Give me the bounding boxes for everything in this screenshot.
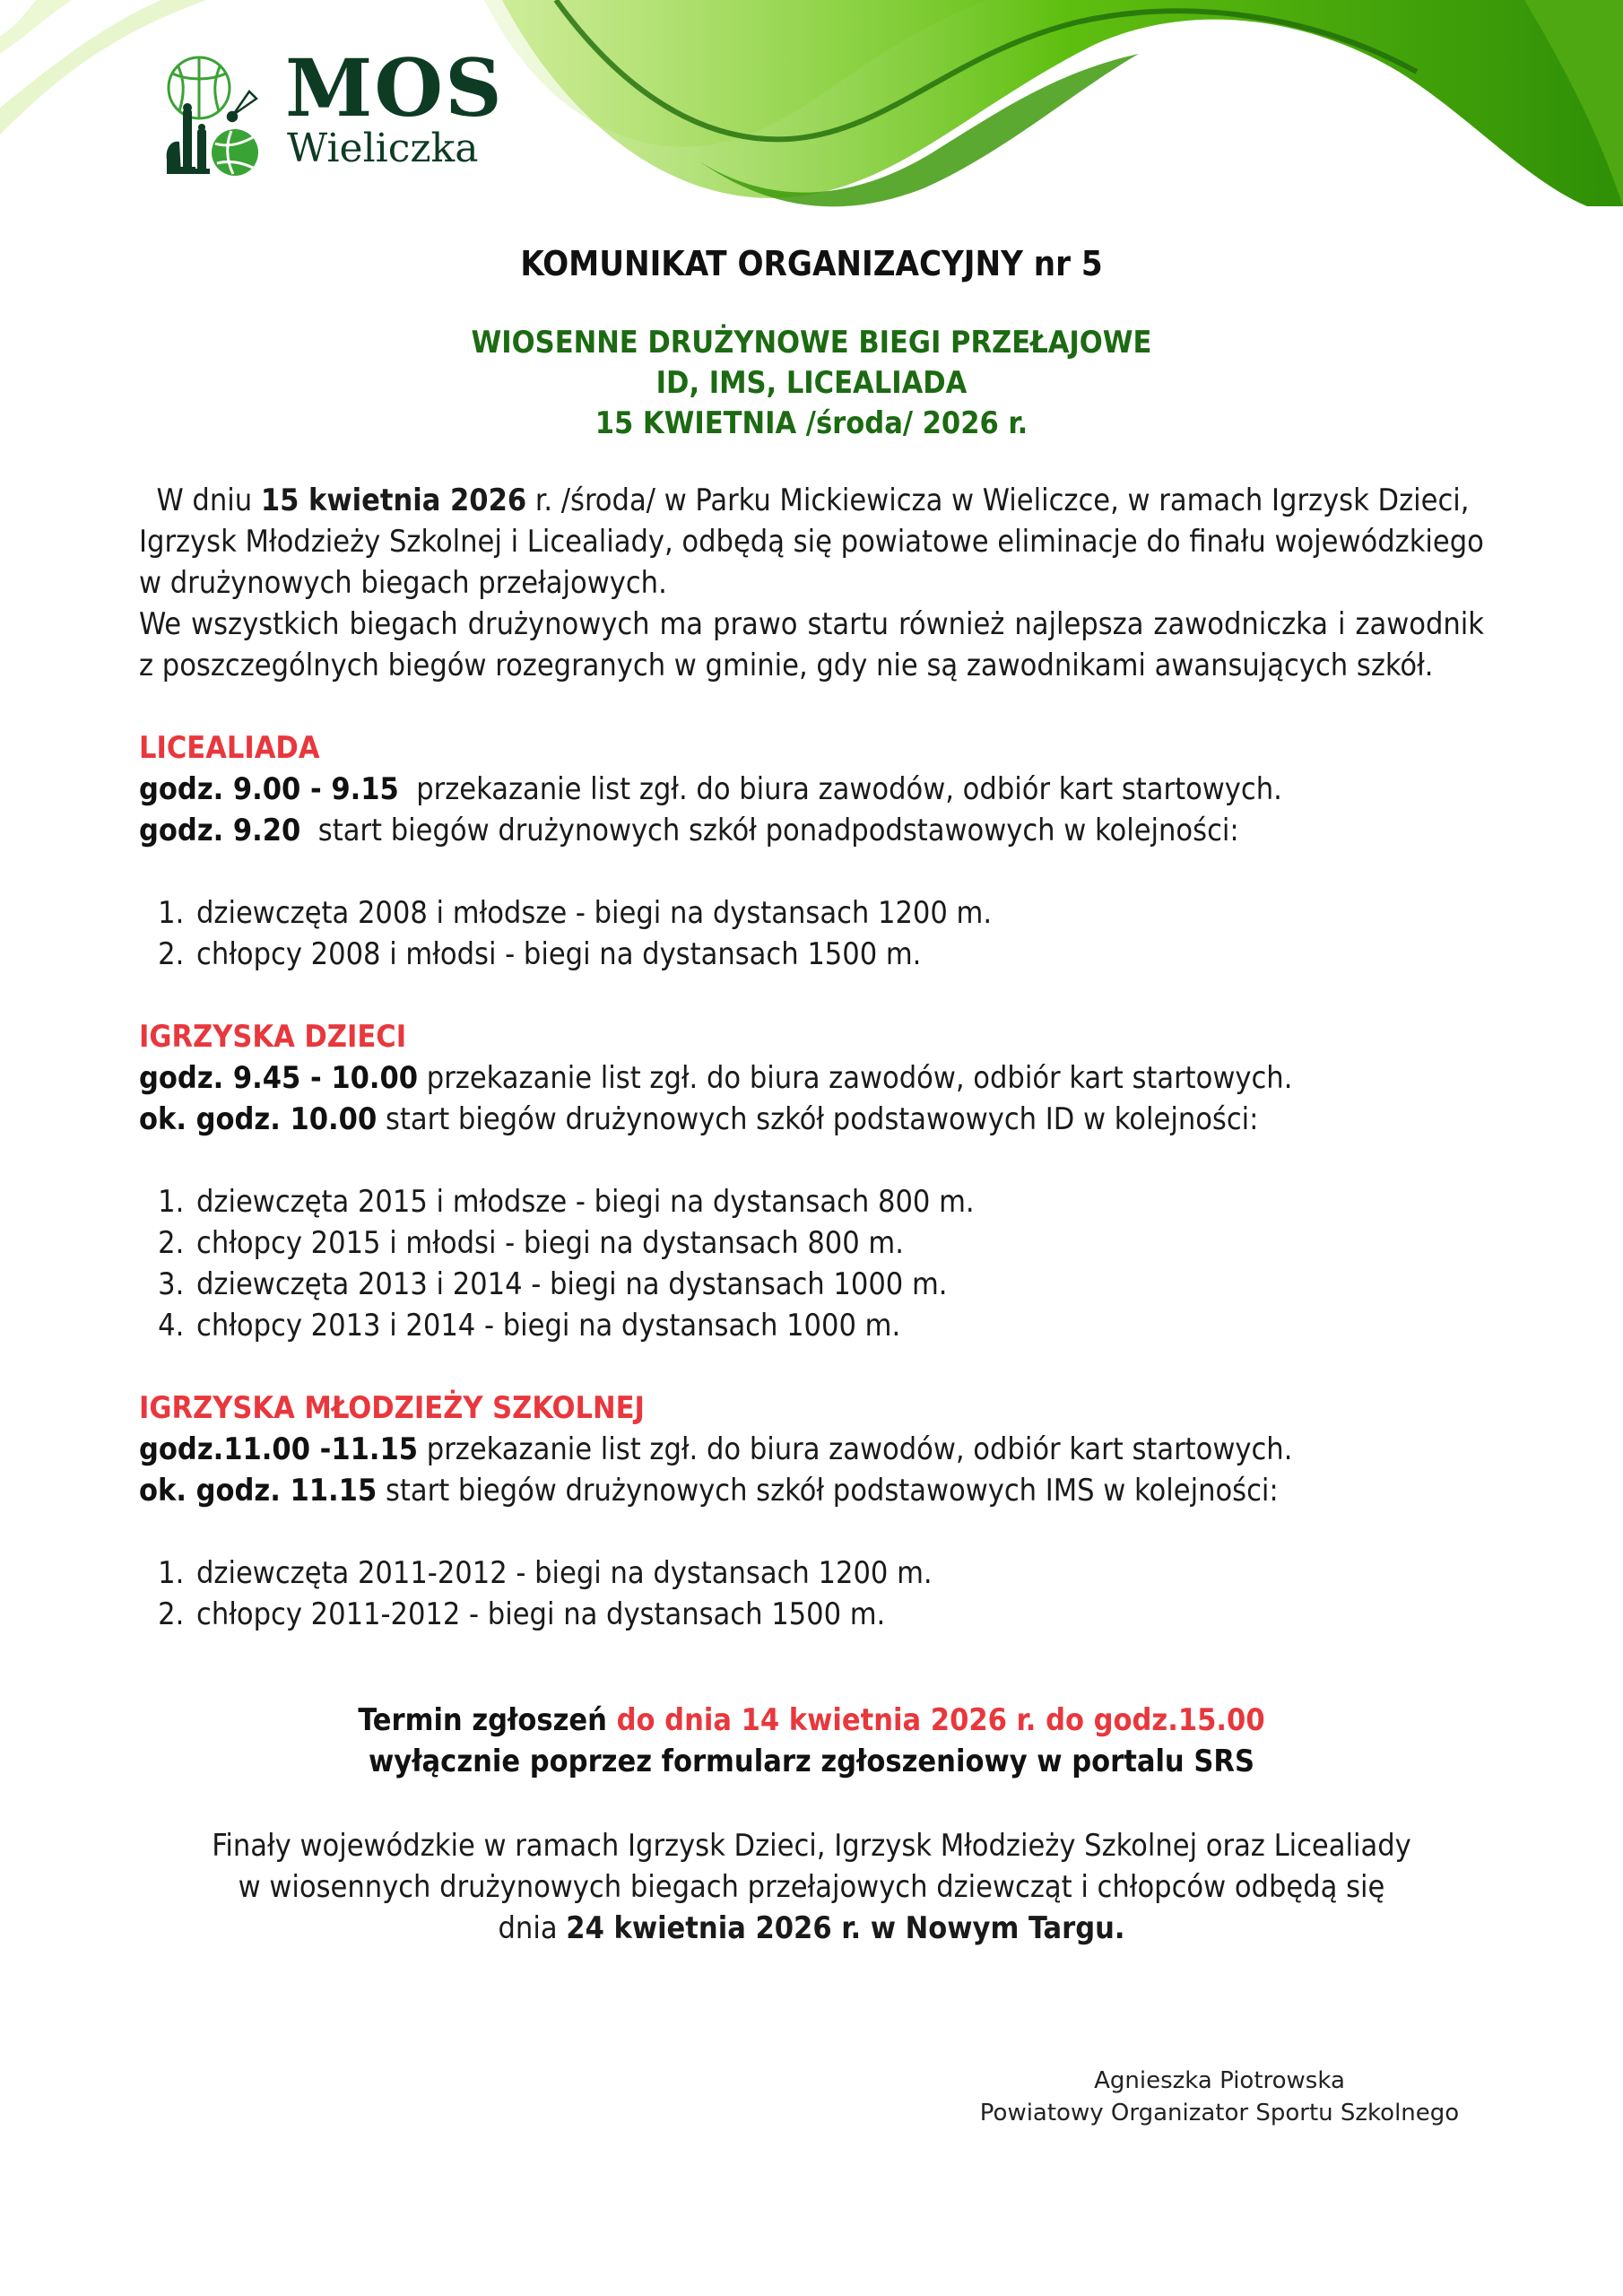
chess-pieces-icon [167, 103, 210, 174]
section-igrzyska-dzieci [139, 1016, 1484, 1346]
race-list [139, 892, 1484, 975]
list-item: 1. dziewczęta 2015 i młodsze - biegi na dystansach 800 m. [193, 1181, 1484, 1222]
list-item: 2. chłopcy 2008 i młodsi - biegi na dystansach 1500 m. [193, 934, 1484, 975]
schedule-line: godz. 9.00 - 9.15 przekazanie list zgł. do biura zawodów, odbiór kart startowych. [139, 771, 1282, 807]
time: godz.11.00 -11.15 [139, 1431, 419, 1467]
list-item: 1. dziewczęta 2008 i młodsze - biegi na dystansach 1200 m. [193, 892, 1484, 934]
intro [139, 480, 1484, 686]
shuttlecock-icon [228, 91, 256, 121]
subtitle-line: ID, IMS, LICEALIADA [655, 365, 968, 401]
schedule-line: godz.11.00 -11.15 przekazanie list zgł. do biura zawodów, odbiór kart startowych. [139, 1431, 1293, 1467]
sports-logo-icon [161, 54, 287, 179]
finals-line-1: Finały wojewódzkie w ramach Igrzysk Dzieci, Igrzysk Młodzieży Szkolnej oraz Licealiady [212, 1828, 1411, 1864]
registration-deadline [0, 1700, 1623, 1782]
schedule-line: ok. godz. 11.15 start biegów drużynowych szkół podstawowych IMS w kolejności: [139, 1473, 1279, 1509]
finals-date-place: 24 kwietnia 2026 r. w Nowym Targu. [566, 1910, 1125, 1946]
list-item: 4. chłopcy 2013 i 2014 - biegi na dystansach 1000 m. [193, 1305, 1484, 1346]
finals-info [0, 1825, 1623, 1949]
signature-name: Agnieszka Piotrowska [1094, 2067, 1345, 2094]
deadline-date: do dnia 14 kwietnia 2026 r. do godz.15.00 [616, 1702, 1265, 1738]
schedule-line: godz. 9.20 start biegów drużynowych szkół ponadpodstawowych w kolejności: [139, 813, 1239, 848]
volleyball-icon [212, 129, 258, 176]
time: ok. godz. 11.15 [139, 1473, 378, 1509]
race-list [139, 1552, 1484, 1635]
intro-paragraph-2: We wszystkich biegach drużynowych ma prawo startu również najlepsza zawodniczka i zawodnik z poszczególnych biegów rozegranych w gminie, gdy nie są zawodnikami awansujących szkół. [139, 606, 1484, 683]
section-title: IGRZYSKA DZIECI [139, 1019, 407, 1055]
finals-line-2: w wiosennych drużynowych biegach przełajowych dziewcząt i chłopców odbędą się [238, 1869, 1385, 1905]
deadline-line-1: Termin zgłoszeń do dnia 14 kwietnia 2026 r. do godz.15.00 [358, 1702, 1265, 1738]
logo [161, 41, 504, 179]
section-title: LICEALIADA [139, 730, 320, 766]
time: godz. 9.20 [139, 813, 301, 848]
list-item: 3. dziewczęta 2013 i 2014 - biegi na dystansach 1000 m. [193, 1264, 1484, 1305]
section-title: IGRZYSKA MŁODZIEŻY SZKOLNEJ [139, 1390, 645, 1426]
logo-wordmark: MOS [285, 41, 504, 135]
schedule-line: godz. 9.45 - 10.00 przekazanie list zgł. do biura zawodów, odbiór kart startowych. [139, 1060, 1293, 1096]
section-licealiada [139, 727, 1484, 975]
wave-left-light-2 [0, 0, 72, 54]
event-subtitle [0, 323, 1623, 444]
finals-line-3: dnia 24 kwietnia 2026 r. w Nowym Targu. [498, 1910, 1125, 1946]
deadline-line-2: wyłącznie poprzez formularz zgłoszeniowy w portalu SRS [369, 1744, 1254, 1779]
race-list [139, 1181, 1484, 1346]
schedule-line: ok. godz. 10.00 start biegów drużynowych szkół podstawowych ID w kolejności: [139, 1101, 1259, 1137]
event-date: 15 kwietnia 2026 [260, 483, 527, 518]
time: godz. 9.00 - 9.15 [139, 771, 399, 807]
list-item: 2. chłopcy 2011-2012 - biegi na dystansach 1500 m. [193, 1594, 1484, 1635]
document-body [139, 480, 1484, 1635]
time: ok. godz. 10.00 [139, 1101, 378, 1137]
section-igrzyska-mlodziezy [139, 1387, 1484, 1635]
document-title: KOMUNIKAT ORGANIZACYJNY nr 5 [520, 244, 1103, 283]
signature-role: Powiatowy Organizator Sportu Szkolnego [979, 2100, 1460, 2126]
subtitle-line: 15 KWIETNIA /środa/ 2026 r. [595, 405, 1028, 441]
logo-city: Wieliczka [287, 126, 479, 171]
intro-paragraph-1: W dniu 15 kwietnia 2026 r. /środa/ w Parku Mickiewicza w Wieliczce, w ramach Igrzysk Dzieci, Igrzysk Młodzieży Szkolnej i Licealiady, odbędą się powiatowe eliminacje do finału wojewódzkiego w drużynowych biegach przełajowych. [139, 483, 1484, 601]
list-item: 2. chłopcy 2015 i młodsi - biegi na dystansach 800 m. [193, 1222, 1484, 1264]
signature [950, 2065, 1488, 2129]
subtitle-line: WIOSENNE DRUŻYNOWE BIEGI PRZEŁAJOWE [471, 325, 1152, 361]
basketball-icon [169, 57, 230, 118]
time: godz. 9.45 - 10.00 [139, 1060, 419, 1096]
list-item: 1. dziewczęta 2011-2012 - biegi na dystansach 1200 m. [193, 1552, 1484, 1594]
